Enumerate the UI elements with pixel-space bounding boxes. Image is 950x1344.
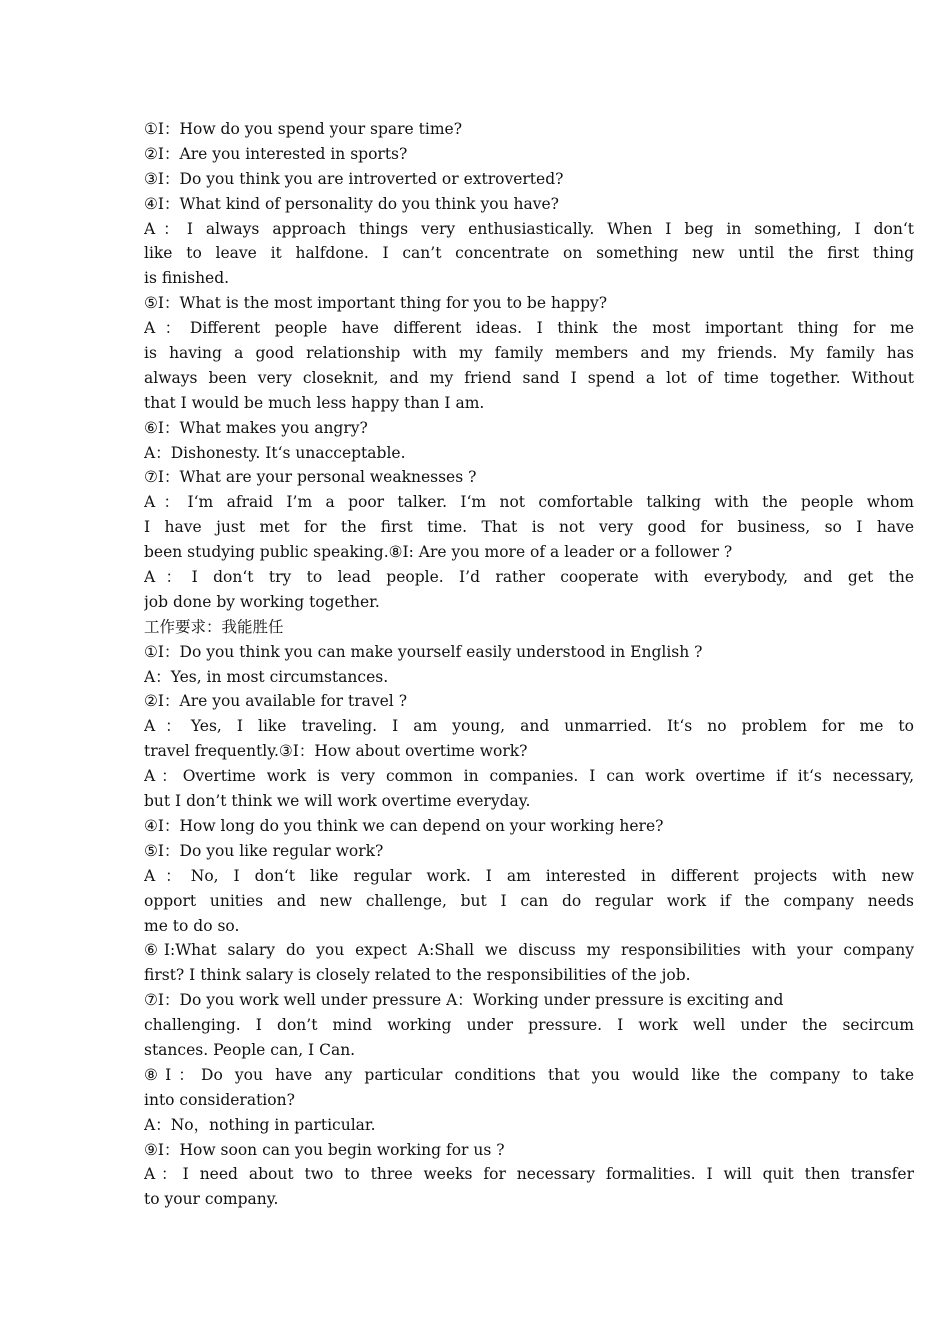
text-line: ④I：How long do you think we can depend on your working here? (144, 816, 664, 835)
text-line: is having a good relationship with my family members and my friends. My family has (144, 344, 914, 363)
text-line: stances. People can, I Can. (144, 1040, 356, 1059)
text-line: A：Different people have different ideas. I think the most important thing for me (144, 319, 914, 338)
document-page (144, 117, 914, 1212)
text-line: challenging. I don’t mind working under pressure. I work well under the secircum (144, 1016, 914, 1035)
text-line: A：Dishonesty. It‘s unacceptable. (144, 443, 406, 462)
text-line: ⑤I：Do you like regular work? (144, 841, 384, 860)
text-line: ⑧I：Do you have any particular conditions that you would like the company to take (144, 1065, 914, 1084)
text-line: like to leave it halfdone. I can’t concentrate on something new until the first thing (144, 244, 914, 263)
text-line: first? I think salary is closely related to the responsibilities of the job. (144, 966, 691, 985)
text-line: ⑤I：What is the most important thing for you to be happy? (144, 294, 608, 313)
text-line: A：Yes, in most circumstances. (144, 667, 389, 686)
text-line: opport unities and new challenge, but I can do regular work if the company needs (144, 891, 914, 910)
text-line: always been very closeknit, and my friend sand I spend a lot of time together. Without (144, 368, 914, 387)
text-line: ⑥I:What salary do you expect A:Shall we discuss my responsibilities with your company (144, 941, 914, 960)
text-line: is finished. (144, 269, 230, 288)
text-line: but I don’t think we will work overtime everyday. (144, 792, 531, 811)
text-line: ④I：What kind of personality do you think you have? (144, 194, 559, 213)
text-line: that I would be much less happy than I am. (144, 393, 485, 412)
text-line: travel frequently.③I：How about overtime work? (144, 742, 528, 761)
text-line: I have just met for the first time. That is not very good for business, so I have (144, 518, 914, 537)
text-line: ③I：Do you think you are introverted or extroverted? (144, 169, 564, 188)
text-line: ⑨I：How soon can you begin working for us ? (144, 1140, 505, 1159)
text-line: A：Yes, I like traveling. I am young, and unmarried. It‘s no problem for me to (144, 717, 914, 736)
text-line: ②I：Are you interested in sports? (144, 144, 408, 163)
text-line: ⑦I：What are your personal weaknesses ? (144, 468, 477, 487)
text-line: job done by working together. (144, 592, 380, 611)
text-line: ⑦I：Do you work well under pressure A：Working under pressure is exciting and (144, 991, 784, 1010)
text-line: me to do so. (144, 916, 240, 935)
text-line: A：I need about two to three weeks for necessary formalities. I will quit then transfer (144, 1165, 914, 1184)
text-line: A：No, I don‘t like regular work. I am interested in different projects with new (144, 866, 914, 885)
text-line: A：No，nothing in particular. (144, 1115, 376, 1134)
text-line: into consideration? (144, 1090, 295, 1109)
text-line: ①I：How do you spend your spare time? (144, 120, 463, 138)
text-line: ①I：Do you think you can make yourself easily understood in English ? (144, 642, 703, 661)
text-line: to your company. (144, 1190, 279, 1209)
text-line: 工作要求：我能胜任 (144, 617, 284, 636)
text-line: A：I‘m afraid I’m a poor talker. I‘m not comfortable talking with the people whom (144, 493, 914, 512)
text-line: A：I don‘t try to lead people. I’d rather cooperate with everybody, and get the (144, 568, 914, 587)
text-line: been studying public speaking.⑧I: Are you more of a leader or a follower ? (144, 543, 733, 562)
text-line: A：I always approach things very enthusiastically. When I beg in something, I don‘t (144, 219, 914, 238)
text-line: ⑥I：What makes you angry? (144, 418, 368, 437)
text-line: ②I：Are you available for travel ? (144, 692, 408, 711)
text-line: A：Overtime work is very common in companies. I can work overtime if it‘s necessary, (144, 767, 914, 786)
